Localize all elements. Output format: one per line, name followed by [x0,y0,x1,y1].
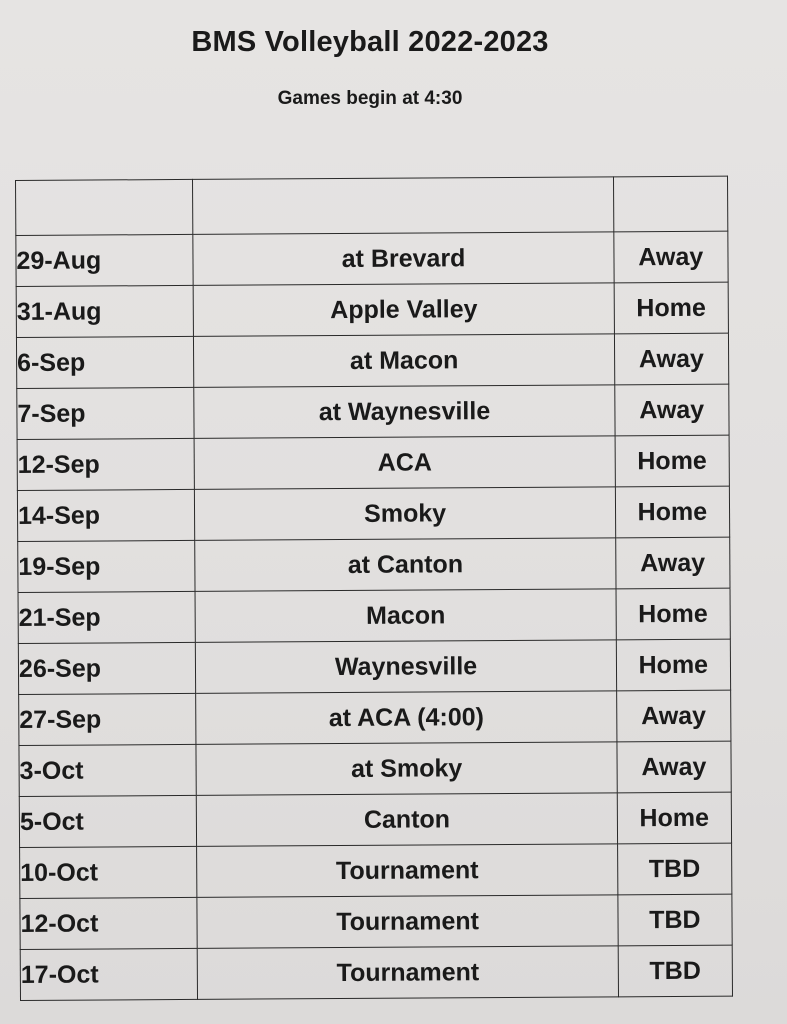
game-opponent: at Smoky [196,742,616,796]
game-location: Away [614,333,729,385]
header-cell-location [613,176,728,232]
game-opponent: Smoky [195,487,615,541]
game-opponent: Macon [196,589,616,643]
game-date: 14-Sep [17,489,195,541]
table-row [16,333,728,388]
game-opponent: Waynesville [196,640,616,694]
game-location: Home [617,792,732,844]
game-location: Away [613,231,728,283]
table-row [18,639,730,694]
game-date: 29-Aug [16,234,194,286]
game-opponent: Canton [197,793,617,847]
table-row [19,690,731,745]
game-date: 10-Oct [20,846,198,898]
table-row [18,588,730,643]
game-location: Away [616,690,731,742]
table-row [18,537,730,592]
game-opponent: Tournament [197,844,617,898]
game-opponent: at Macon [194,334,614,388]
game-opponent: Tournament [198,946,618,1000]
table-row [17,435,729,490]
header-cell-date [16,179,194,235]
game-date: 12-Oct [20,897,198,949]
game-location: Away [614,384,729,436]
game-location: TBD [618,894,733,946]
game-location: Home [615,435,730,487]
game-date: 3-Oct [19,744,197,796]
game-date: 26-Sep [18,642,196,694]
game-opponent: Tournament [197,895,617,949]
game-date: 21-Sep [18,591,196,643]
game-opponent: at Waynesville [194,385,614,439]
schedule-table [15,176,733,1001]
table-row [20,843,732,898]
game-opponent: Apple Valley [194,283,614,337]
page-subtitle: Games begin at 4:30 [277,88,463,109]
page-title: BMS Volleyball 2022-2023 [191,26,549,58]
game-date: 27-Sep [19,693,197,745]
game-location: Away [615,537,730,589]
game-location: Home [616,588,731,640]
game-opponent: at Canton [195,538,615,592]
game-date: 5-Oct [19,795,197,847]
game-date: 7-Sep [17,387,195,439]
game-date: 31-Aug [16,285,194,337]
game-location: Away [617,741,732,793]
game-opponent: at ACA (4:00) [196,691,616,745]
game-opponent: at Brevard [193,232,613,286]
game-location: TBD [617,843,732,895]
game-location: Home [615,486,730,538]
game-location: Home [614,282,729,334]
table-row [16,231,728,286]
game-date: 17-Oct [20,948,198,1000]
header-cell-opponent [193,177,614,235]
table-row [16,282,728,337]
game-location: Home [616,639,731,691]
table-row [20,945,732,1000]
table-row [17,384,729,439]
table-row [20,894,732,949]
game-date: 6-Sep [16,336,194,388]
table-row [19,741,731,796]
game-opponent: ACA [195,436,615,490]
table-row [17,486,729,541]
game-location: TBD [618,945,733,997]
game-date: 12-Sep [17,438,195,490]
table-header-row [16,176,728,235]
game-date: 19-Sep [18,540,196,592]
table-row [19,792,731,847]
